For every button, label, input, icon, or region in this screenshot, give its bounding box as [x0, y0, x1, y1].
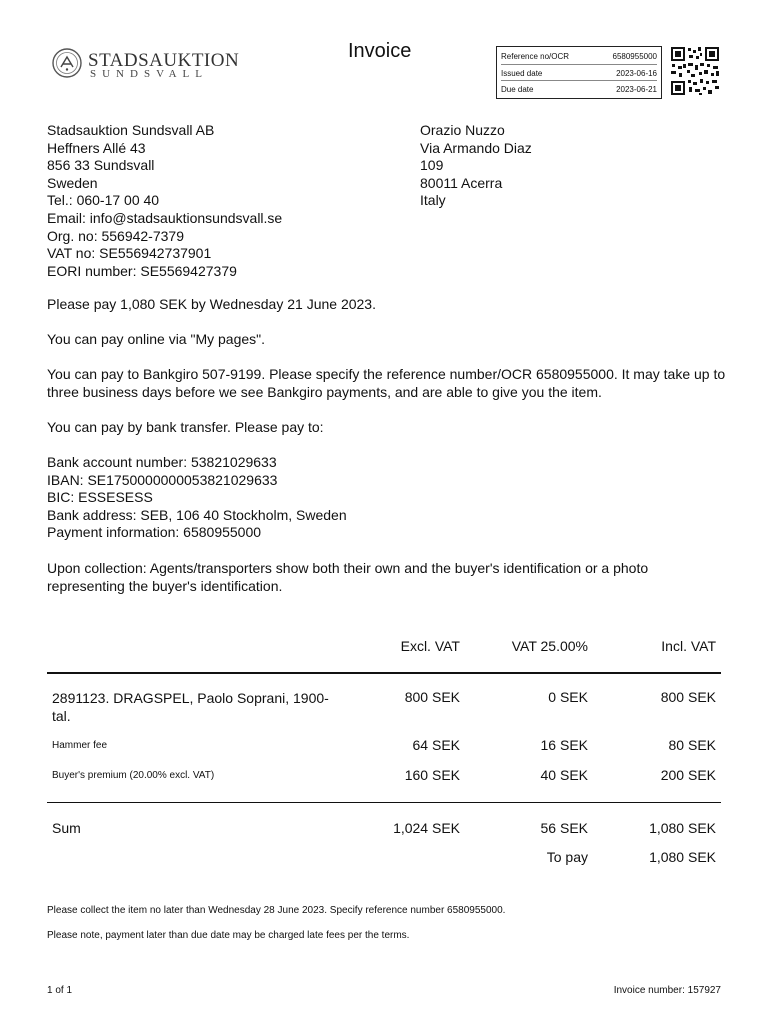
- buyers-premium-incl-vat: 200 SEK: [660, 767, 716, 783]
- sender-line: Sweden: [47, 174, 98, 191]
- payment-information: Payment information: 6580955000: [47, 524, 262, 541]
- qr-code-icon: [669, 45, 721, 97]
- reference-box: [496, 46, 662, 99]
- bank-iban: IBAN: SE1750000000053821029633: [47, 471, 278, 488]
- recipient-line: 80011 Acerra: [420, 174, 503, 191]
- sender-line: Stadsauktion Sundsvall AB: [47, 122, 215, 138]
- bank-bic: BIC: ESSESESS: [47, 489, 153, 506]
- hammer-fee-incl-vat: 80 SEK: [668, 737, 716, 753]
- ref-label: Reference no/OCR: [501, 51, 570, 61]
- recipient-line: Orazio Nuzzo: [420, 122, 505, 138]
- sender-address: [47, 122, 282, 280]
- item-incl-vat: 800 SEK: [660, 689, 716, 705]
- sum-excl-vat: 1,024 SEK: [393, 820, 460, 836]
- sum-vat: 56 SEK: [540, 820, 588, 836]
- sender-line: Heffners Allé 43: [47, 139, 146, 156]
- company-logo: [52, 46, 240, 82]
- item-vat: 0 SEK: [548, 689, 588, 705]
- col-header-excl-vat: Excl. VAT: [400, 638, 460, 654]
- ref-row-due: [501, 80, 657, 97]
- recipient-line: Via Armando Diaz: [420, 139, 532, 156]
- bankgiro-text: You can pay to Bankgiro 507-9199. Please specify the reference number/OCR 6580955000. It may take up to three business days before we see Bankgiro payments, and are able to give you the item.: [47, 366, 726, 400]
- hammer-fee-label: Hammer fee: [52, 740, 108, 751]
- document-title: Invoice: [348, 40, 412, 62]
- bank-account-number: Bank account number: 53821029633: [47, 454, 277, 470]
- late-fee-note: Please note, payment later than due date may be charged late fees per the terms.: [47, 930, 410, 941]
- sum-label: Sum: [52, 820, 81, 836]
- table-sum-rule: [47, 802, 721, 803]
- sender-line: EORI number: SE5569427379: [47, 262, 237, 279]
- table-header-rule: [47, 672, 721, 674]
- col-header-vat: VAT 25.00%: [511, 638, 588, 654]
- to-pay-amount: 1,080 SEK: [649, 849, 716, 865]
- ref-label: Due date: [501, 84, 534, 94]
- pay-by-text: Please pay 1,080 SEK by Wednesday 21 June 2023.: [47, 296, 376, 312]
- invoice-number: Invoice number: 157927: [613, 985, 721, 996]
- sum-incl-vat: 1,080 SEK: [649, 820, 716, 836]
- ref-label: Issued date: [501, 68, 543, 78]
- sender-line: Org. no: 556942-7379: [47, 227, 184, 244]
- recipient-address: [420, 122, 532, 210]
- buyers-premium-label: Buyer's premium (20.00% excl. VAT): [52, 770, 215, 781]
- ref-value: 2023-06-16: [616, 68, 657, 78]
- logo-subtitle: SUNDSVALL: [90, 68, 208, 80]
- sender-line: Email: info@stadsauktionsundsvall.se: [47, 209, 283, 226]
- seal-icon: [52, 48, 82, 78]
- hammer-fee-vat: 16 SEK: [540, 737, 588, 753]
- page-number: 1 of 1: [47, 985, 73, 996]
- hammer-fee-excl-vat: 64 SEK: [412, 737, 460, 753]
- ref-value: 2023-06-21: [616, 84, 657, 94]
- collection-deadline-note: Please collect the item no later than Wednesday 28 June 2023. Specify reference number 6580955000.: [47, 905, 506, 916]
- sender-line: Tel.: 060-17 00 40: [47, 192, 160, 209]
- to-pay-label: To pay: [546, 849, 588, 865]
- recipient-line: Italy: [420, 192, 446, 209]
- buyers-premium-excl-vat: 160 SEK: [404, 767, 460, 783]
- ref-row-issued: [501, 64, 657, 81]
- ref-row-ocr: [501, 48, 657, 64]
- online-payment-text: You can pay online via "My pages".: [47, 331, 266, 347]
- item-excl-vat: 800 SEK: [404, 689, 460, 705]
- logo-name: STADSAUKTION: [88, 50, 240, 71]
- bank-details: [47, 454, 347, 542]
- sender-line: 856 33 Sundsvall: [47, 157, 155, 174]
- buyers-premium-vat: 40 SEK: [540, 767, 588, 783]
- item-description: 2891123. DRAGSPEL, Paolo Soprani, 1900-tal.: [52, 690, 329, 724]
- sender-line: VAT no: SE556942737901: [47, 245, 212, 262]
- recipient-line: 109: [420, 157, 444, 174]
- col-header-incl-vat: Incl. VAT: [661, 638, 716, 654]
- collection-text: Upon collection: Agents/transporters show both their own and the buyer's identification or a photo representing the buyer's identification.: [47, 560, 649, 594]
- bank-address: Bank address: SEB, 106 40 Stockholm, Sweden: [47, 506, 347, 523]
- ref-value: 6580955000: [612, 51, 657, 61]
- bank-transfer-text: You can pay by bank transfer. Please pay to:: [47, 419, 324, 435]
